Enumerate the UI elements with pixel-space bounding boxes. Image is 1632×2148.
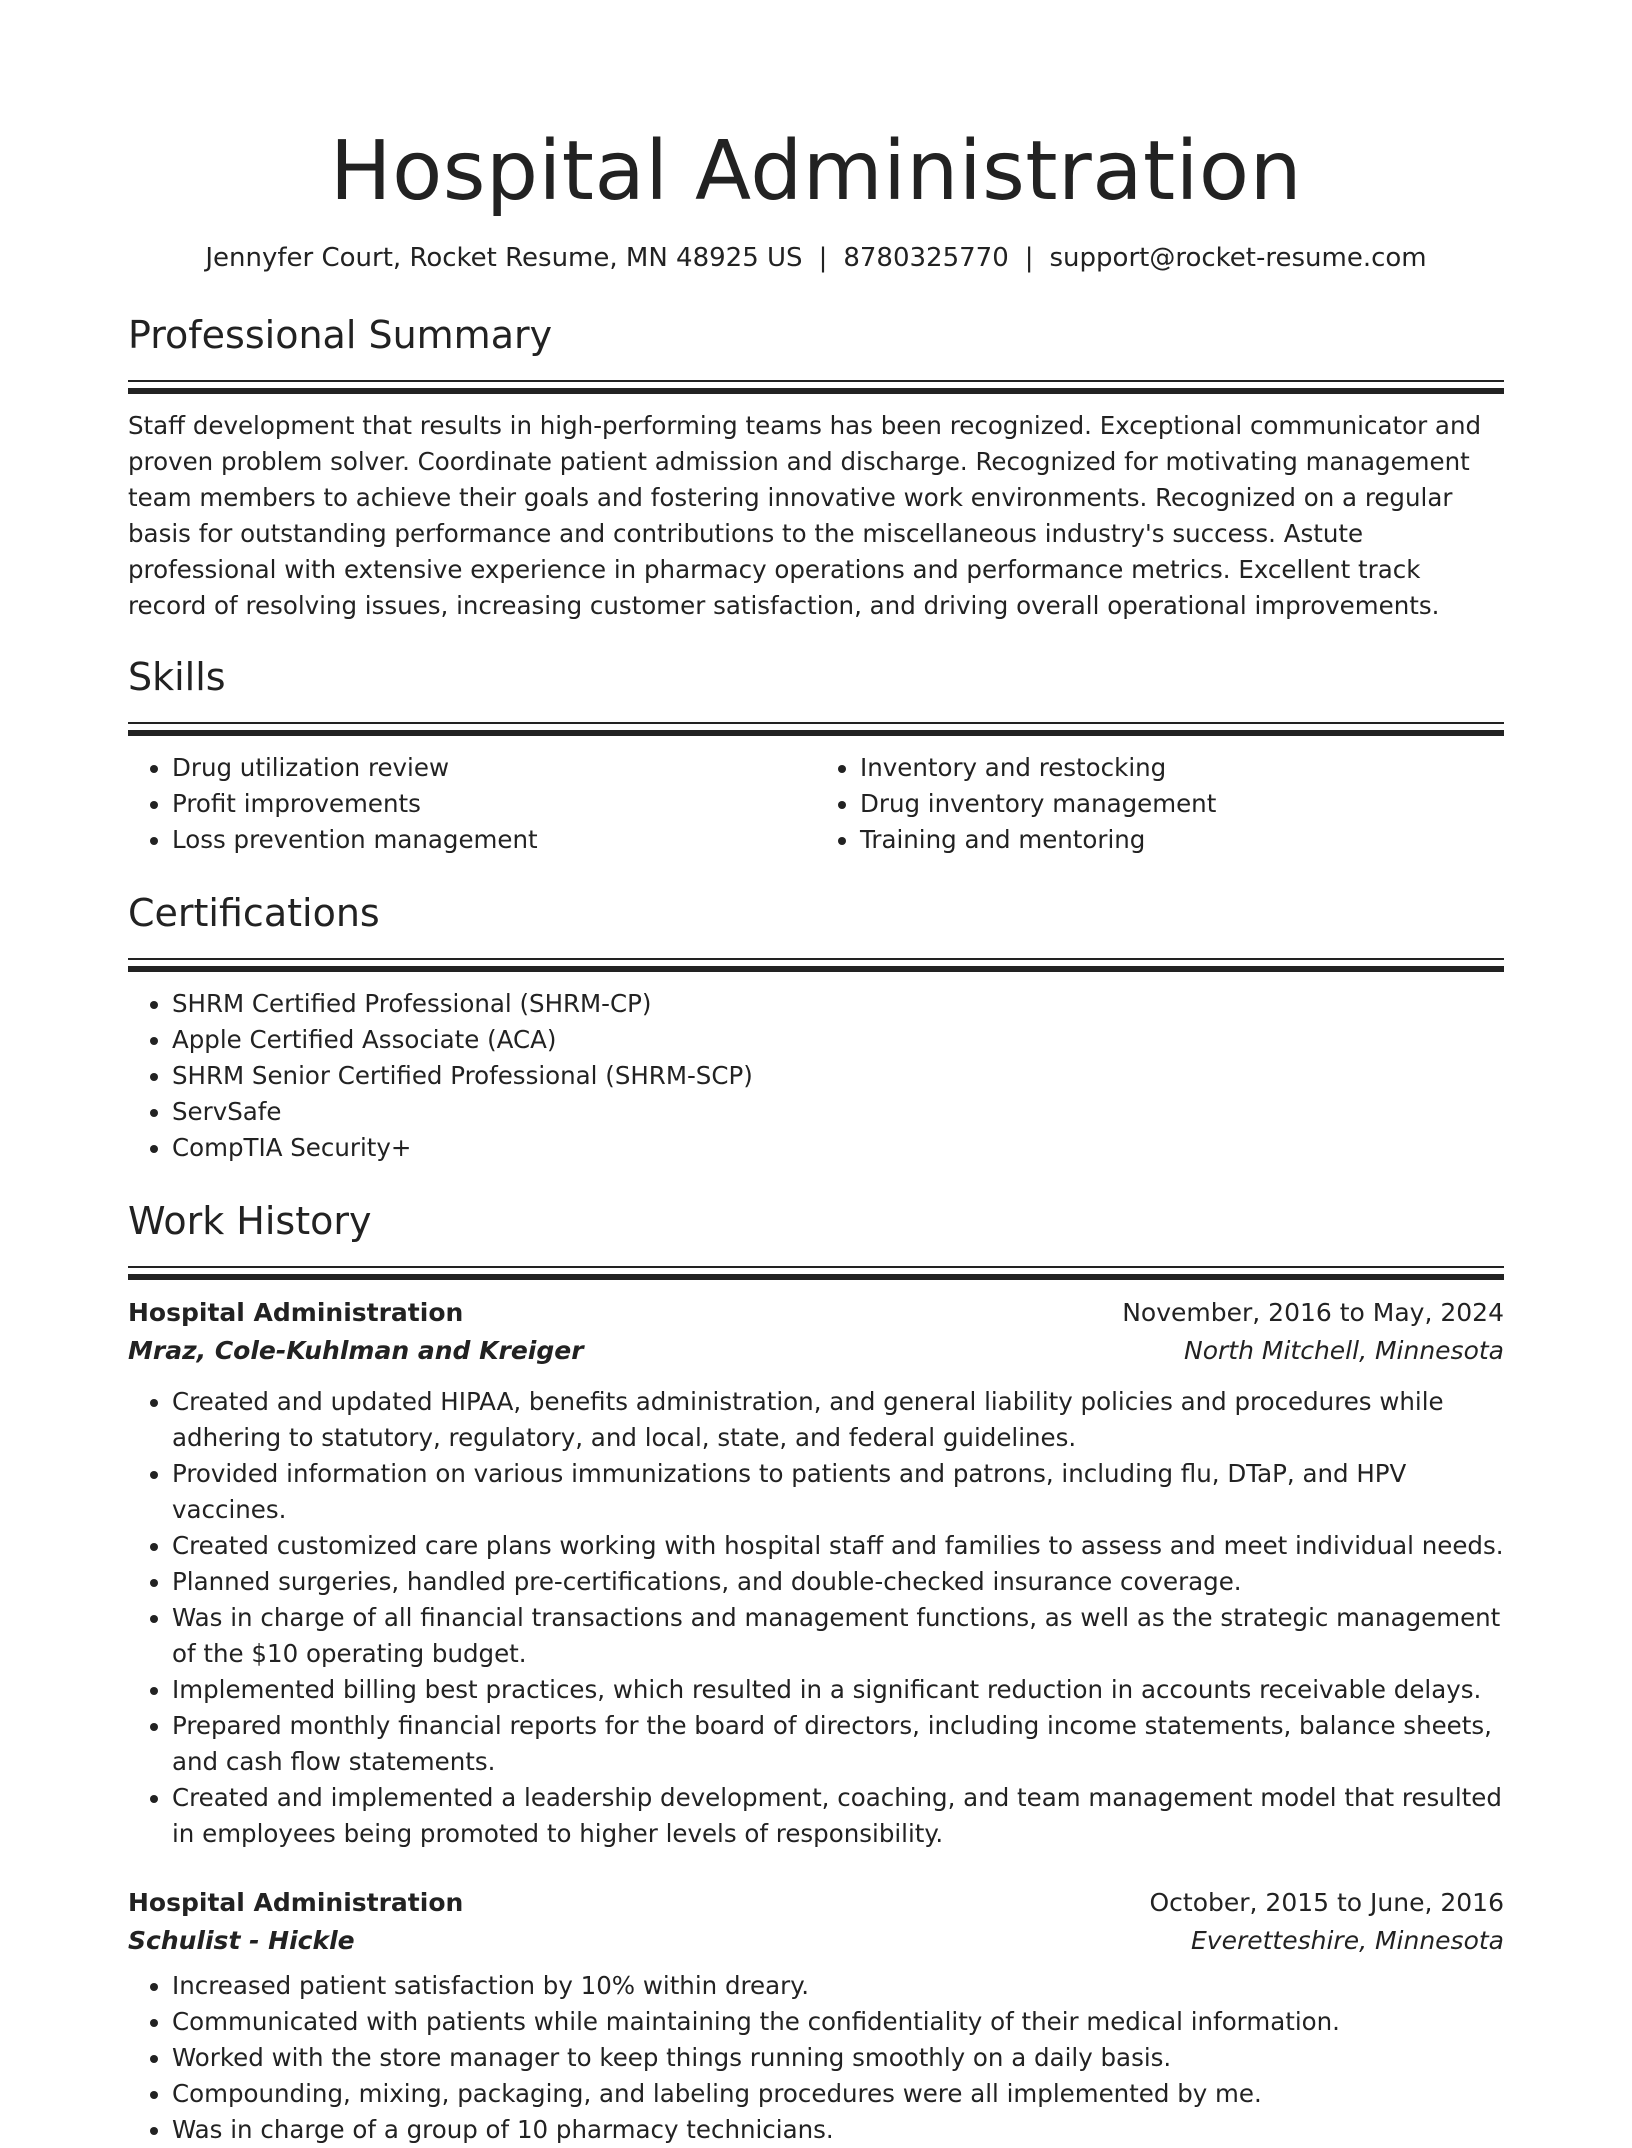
contact-line [128,238,1504,278]
certifications-list [128,986,1504,1166]
certifications-heading: Certifications [128,891,380,935]
job-company: Schulist - Hickle [128,1926,355,1955]
certification-item: • ServSafe [172,1094,1504,1130]
job-bullet: • Implemented billing best practices, which resulted in a significant reduction in accounts receivable delays. [172,1672,1504,1708]
job-bullet: • Created and updated HIPAA, benefits administration, and general liability policies and procedures while adhering to statutory, regulatory, and local, state, and federal guidelines. [172,1384,1504,1456]
skill-item: • Drug inventory management [860,786,1504,822]
contact-separator: | [818,243,828,273]
skill-item: • Loss prevention management [172,822,816,858]
certification-item: • SHRM Senior Certified Professional (SHRM-SCP) [172,1058,1504,1094]
skills-heading: Skills [128,655,226,699]
certifications-section [128,888,1504,1166]
skill-item: • Inventory and restocking [860,750,1504,786]
certification-item: • Apple Certified Associate (ACA) [172,1022,1504,1058]
job-title: Hospital Administration [128,1298,464,1327]
job-bullet: • Planned surgeries, handled pre-certifications, and double-checked insurance coverage. [172,1564,1504,1600]
section-rule [128,380,1504,394]
skills-list-right [816,750,1504,858]
skill-item: • Profit improvements [172,786,816,822]
job-entry [128,1884,1504,2148]
job-bullets [128,1968,1504,2148]
job-header [128,1294,1504,1332]
skill-item: • Drug utilization review [172,750,816,786]
contact-phone: 8780325770 [843,243,1009,273]
contact-separator: | [1024,243,1034,273]
job-bullet: • Worked with the store manager to keep things running smoothly on a daily basis. [172,2040,1504,2076]
job-bullet: • Was in charge of all financial transactions and management functions, as well as the strategic management of the $10 operating budget. [172,1600,1504,1672]
job-company: Mraz, Cole-Kuhlman and Kreiger [128,1336,584,1365]
job-location: Everetteshire, Minnesota [1190,1926,1504,1955]
job-header [128,1884,1504,1922]
job-bullet: • Was in charge of a group of 10 pharmacy technicians. [172,2112,1504,2148]
job-dates: November, 2016 to May, 2024 [1122,1298,1504,1327]
summary-text: Staff development that results in high-performing teams has been recognized. Exceptional communicator and proven problem solver. Coordinate patient admission and discharge. Recognized for motivating management team members to achieve their goals and fostering innovative work environments. Recognized on a regular basis for outstanding performance and contributions to the miscellaneous industry's success. Astute professional with extensive experience in pharmacy operations and performance metrics. Excellent track record of resolving issues, increasing customer satisfaction, and driving overall operational improvements. [128,411,1482,620]
job-bullets [128,1384,1504,1852]
resume-name: Hospital Administration [329,124,1303,219]
job-bullet: • Increased patient satisfaction by 10% within dreary. [172,1968,1504,2004]
job-subheader [128,1332,1504,1370]
contact-email: support@rocket-resume.com [1049,243,1427,273]
job-bullet: • Created and implemented a leadership development, coaching, and team management model that resulted in employees being promoted to higher levels of responsibility. [172,1780,1504,1852]
work-history-section [128,1196,1504,2148]
job-dates: October, 2015 to June, 2016 [1149,1888,1504,1917]
certification-item: • SHRM Certified Professional (SHRM-CP) [172,986,1504,1022]
section-rule [128,958,1504,972]
job-entry [128,1294,1504,1852]
job-bullet: • Prepared monthly financial reports for the board of directors, including income statements, balance sheets, and cash flow statements. [172,1708,1504,1780]
job-location: North Mitchell, Minnesota [1184,1336,1504,1365]
job-bullet: • Communicated with patients while maintaining the confidentiality of their medical information. [172,2004,1504,2040]
skills-list-left [128,750,816,858]
summary-section [128,310,1504,624]
work-history-heading: Work History [128,1199,372,1243]
skills-grid [128,750,1504,858]
contact-address: Jennyfer Court, Rocket Resume, MN 48925 US [205,243,803,273]
section-rule [128,722,1504,736]
skill-item: • Training and mentoring [860,822,1504,858]
skills-section [128,652,1504,858]
certification-item: • CompTIA Security+ [172,1130,1504,1166]
job-bullet: • Provided information on various immunizations to patients and patrons, including flu, DTaP, and HPV vaccines. [172,1456,1504,1528]
summary-heading: Professional Summary [128,313,553,357]
job-subheader [128,1922,1504,1960]
job-title: Hospital Administration [128,1888,464,1917]
job-bullet: • Compounding, mixing, packaging, and labeling procedures were all implemented by me. [172,2076,1504,2112]
section-rule [128,1266,1504,1280]
job-bullet: • Created customized care plans working with hospital staff and families to assess and meet individual needs. [172,1528,1504,1564]
